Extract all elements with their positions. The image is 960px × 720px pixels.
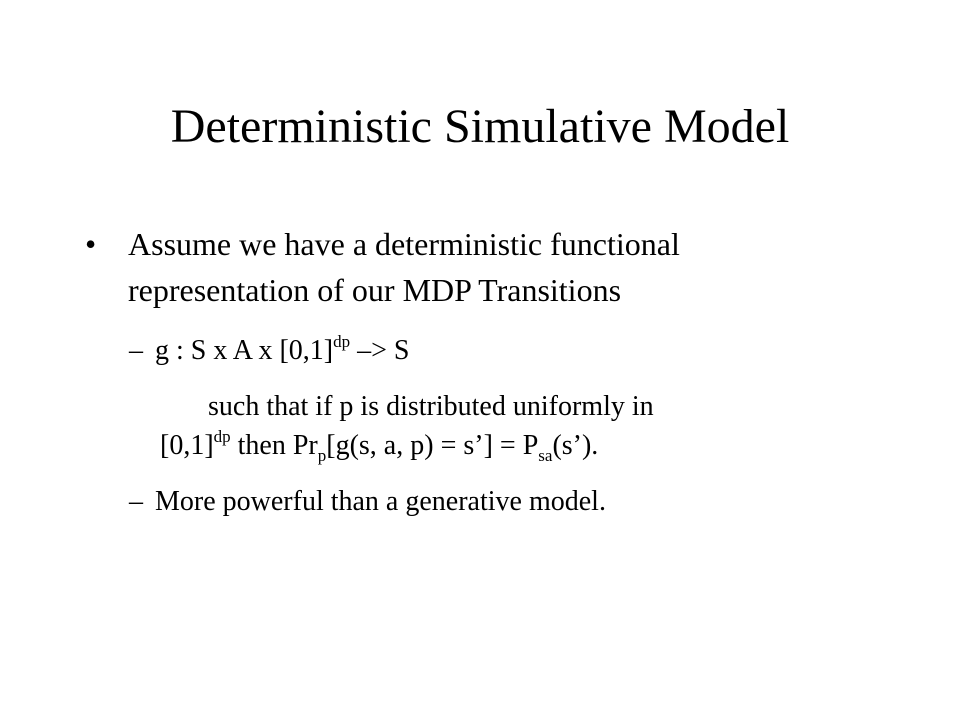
function-post: –> S (350, 335, 410, 366)
continuation-line2 (160, 426, 598, 466)
cont-a: [0,1] (160, 430, 214, 461)
cont-d: (s’). (552, 430, 599, 461)
slide-title: Deterministic Simulative Model (170, 100, 790, 153)
bullet-assume-line2: representation of our MDP Transitions (128, 272, 622, 308)
cont-c: [g(s, a, p) = s’] = P (326, 430, 539, 461)
dash-icon: – (129, 335, 143, 366)
subbullet-function (129, 331, 410, 371)
bullet-assume-text (117, 221, 885, 313)
subbullet-powerful (129, 482, 606, 522)
powerful-text: More powerful than a generative model. (155, 486, 606, 517)
bullet-assume (85, 221, 885, 313)
cont-sub-p: p (317, 446, 327, 465)
bullet-assume-line1: Assume we have a deterministic functional (128, 226, 680, 262)
function-pre: g : S x A x [0,1] (155, 335, 334, 366)
continuation-line1: such that if p is distributed uniformly in (208, 391, 654, 422)
cont-sub-sa: sa (538, 446, 553, 465)
dash-icon: – (129, 486, 143, 517)
cont-b: then Pr (230, 430, 318, 461)
cont-sup: dp (213, 427, 231, 446)
function-sup: dp (333, 332, 351, 351)
bullet-dot-icon: • (85, 226, 97, 262)
